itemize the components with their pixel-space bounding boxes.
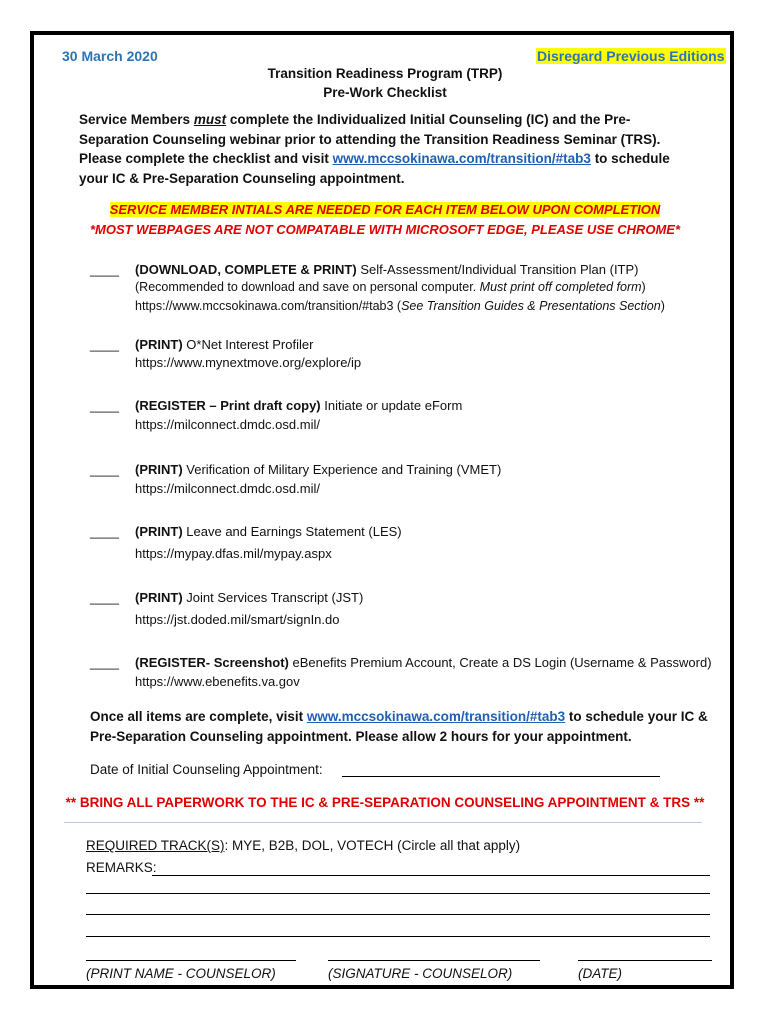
item-text: Joint Services Transcript (JST) [182,590,364,605]
initials-warning [0,202,770,217]
appointment-date-label: Date of Initial Counseling Appointment: [90,762,323,777]
intro-text: to schedule your IC & Pre-Separation Counseling appointment. [79,151,670,186]
signature-date-field[interactable] [578,960,712,961]
item-action: (PRINT) [135,590,183,605]
remarks-field[interactable] [152,875,710,876]
required-tracks: REQUIRED TRACK(S): MYE, B2B, DOL, VOTECH (Circle all that apply) [86,838,521,853]
initials-blank[interactable]: ____ [90,524,119,539]
intro-text: Service Members [79,112,194,127]
remarks-field[interactable] [86,914,710,915]
counselor-name-label: (PRINT NAME - COUNSELOR) [86,966,276,981]
disregard-notice: Disregard Previous Editions [537,48,725,64]
initials-blank[interactable]: ____ [90,590,119,605]
initials-warning-text: SERVICE MEMBER INTIALS ARE NEEDED FOR EACH ITEM BELOW UPON COMPLETION [109,202,661,217]
document-subtitle: Pre-Work Checklist [323,85,447,100]
item-url[interactable]: https://milconnect.dmdc.osd.mil/ [135,417,320,432]
appointment-date-field[interactable] [342,776,660,777]
item-url[interactable]: https://jst.doded.mil/smart/signIn.do [135,612,340,627]
track-label: REQUIRED TRACK(S) [86,838,225,853]
item-note: (Recommended to download and save on personal computer. Must print off completed form) [135,280,646,294]
checklist-item-jst [135,590,363,605]
intro-paragraph [79,110,679,188]
item-text: eBenefits Premium Account, Create a DS Login (Username & Password) [288,655,712,670]
item-text: Leave and Earnings Statement (LES) [182,524,402,539]
item-text: Initiate or update eForm [320,398,463,413]
browser-warning: *MOST WEBPAGES ARE NOT COMPATABLE WITH MICROSOFT EDGE, PLEASE USE CHROME* [89,222,681,237]
item-action: (PRINT) [135,462,183,477]
schedule-link[interactable]: www.mccsokinawa.com/transition/#tab3 [332,151,591,166]
initials-blank[interactable]: ____ [90,655,119,670]
checklist-item-ebenefits [135,655,712,670]
counselor-signature-field[interactable] [328,960,540,961]
initials-blank[interactable]: ____ [90,462,119,477]
divider [64,822,702,823]
item-text: Self-Assessment/Individual Transition Plan (ITP) [356,262,639,277]
item-action: (REGISTER – Print draft copy) [135,398,321,413]
checklist-item-vmet [135,462,501,477]
document-title: Transition Readiness Program (TRP) [267,66,503,81]
checklist-item-les [135,524,402,539]
item-action: (DOWNLOAD, COMPLETE & PRINT) [135,262,357,277]
initials-blank[interactable]: ____ [90,337,119,352]
item-url[interactable]: https://www.mccsokinawa.com/transition/#tab3 (See Transition Guides & Presentations Section) [135,299,665,313]
item-action: (REGISTER- Screenshot) [135,655,289,670]
signature-date-label: (DATE) [578,966,622,981]
schedule-link[interactable]: www.mccsokinawa.com/transition/#tab3 [306,709,566,724]
remarks-field[interactable] [86,893,710,894]
item-text: O*Net Interest Profiler [182,337,314,352]
item-url[interactable]: https://www.ebenefits.va.gov [135,674,300,689]
initials-blank[interactable]: ____ [90,398,119,413]
closing-text: to schedule your IC & Pre-Separation Counseling appointment. Please allow 2 hours for your appointment. [90,709,708,744]
remarks-field[interactable] [86,936,710,937]
counselor-name-field[interactable] [86,960,296,961]
document-date: 30 March 2020 [62,48,158,64]
intro-text: complete the Individualized Initial Counseling (IC) and the Pre-Separation Counseling webinar prior to attending the Transition Readiness Seminar (TRS). Please complete the checklist and visit [79,112,661,166]
intro-emphasis: must [193,112,227,127]
checklist-item-onet [135,337,313,352]
item-action: (PRINT) [135,524,183,539]
closing-text: Once all items are complete, visit [90,709,307,724]
checklist-item-itp [135,262,639,277]
item-url[interactable]: https://www.mynextmove.org/explore/ip [135,355,362,370]
bring-paperwork-notice: ** BRING ALL PAPERWORK TO THE IC & PRE-SEPARATION COUNSELING APPOINTMENT & TRS ** [65,795,705,810]
item-url[interactable]: https://milconnect.dmdc.osd.mil/ [135,481,320,496]
item-text: Verification of Military Experience and Training (VMET) [182,462,502,477]
remarks-label: REMARKS: [86,860,157,875]
track-options[interactable]: MYE, B2B, DOL, VOTECH (Circle all that apply) [228,838,521,853]
closing-paragraph [90,707,710,746]
counselor-signature-label: (SIGNATURE - COUNSELOR) [328,966,513,981]
checklist-item-eform [135,398,462,413]
item-url[interactable]: https://mypay.dfas.mil/mypay.aspx [135,546,332,561]
initials-blank[interactable]: ____ [90,262,119,277]
item-action: (PRINT) [135,337,183,352]
